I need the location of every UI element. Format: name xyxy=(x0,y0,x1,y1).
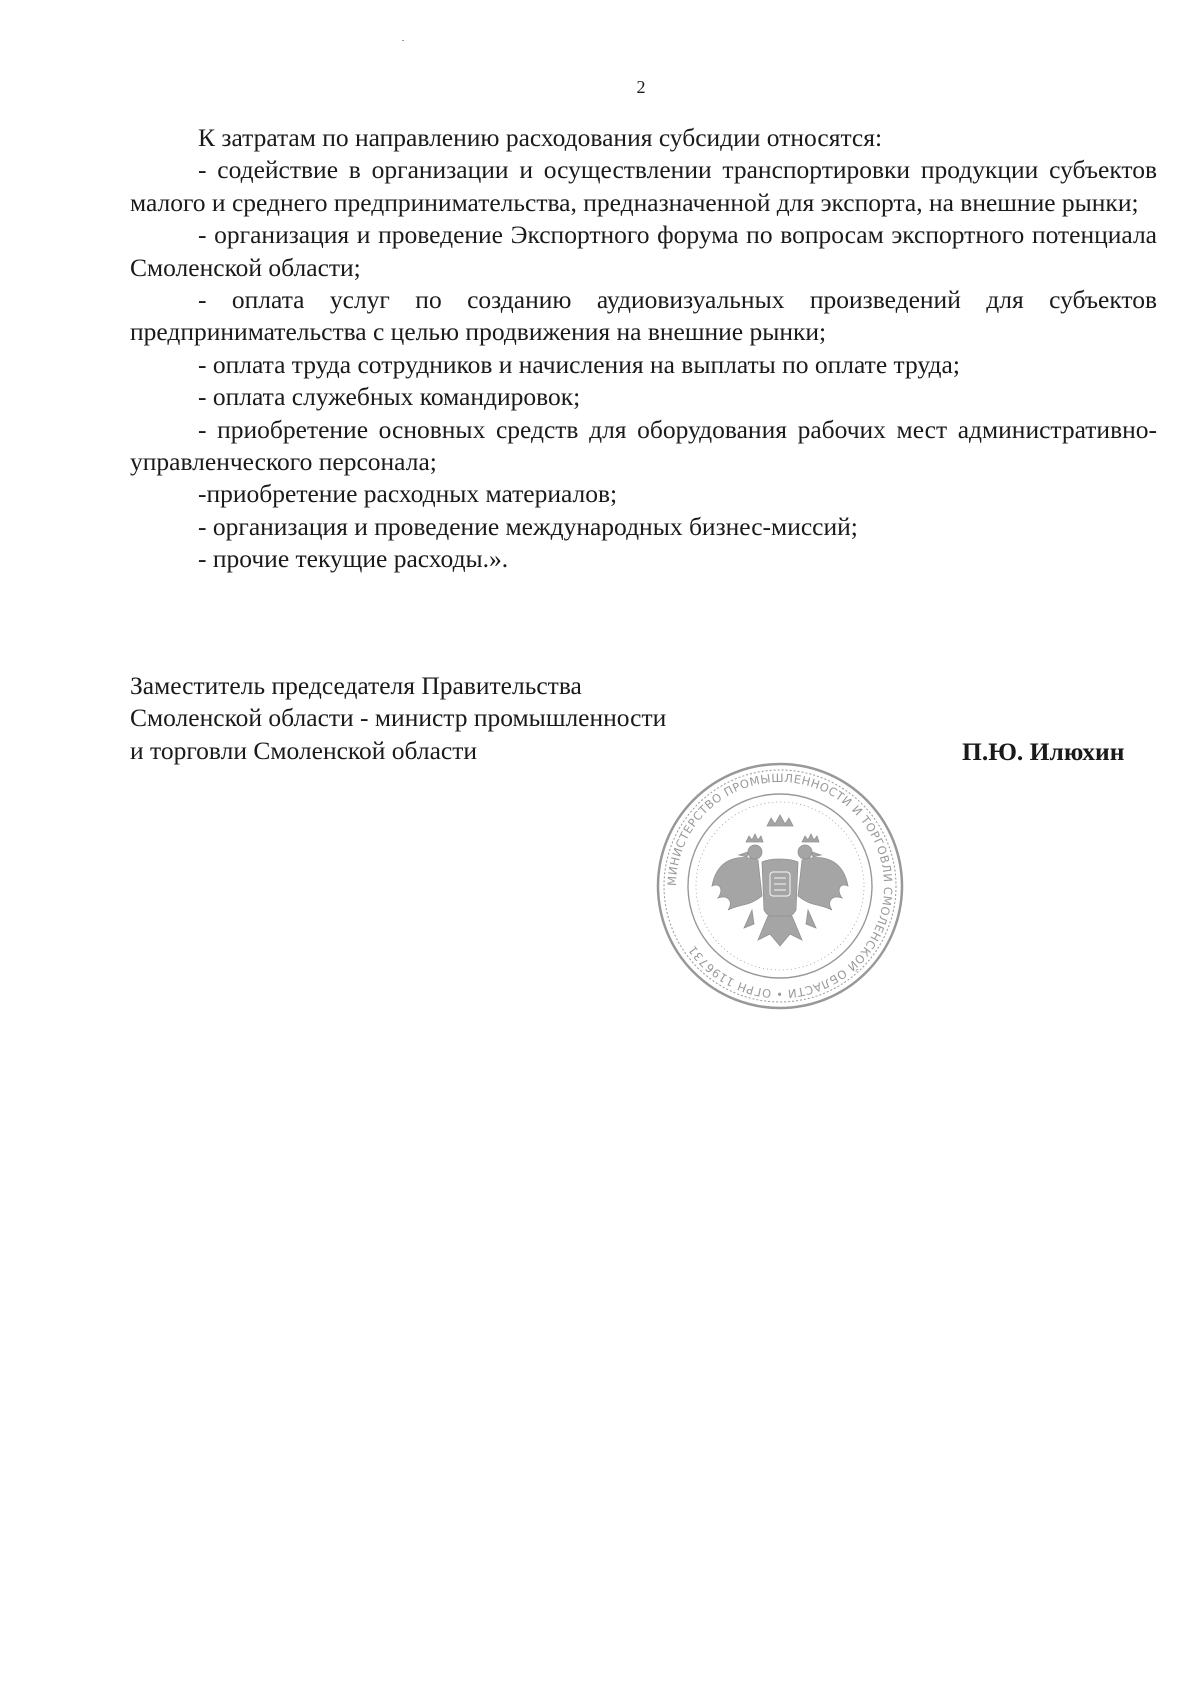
list-item-business-missions: - организация и проведение международных бизнес-миссий; xyxy=(198,511,858,541)
signer-name: П.Ю. Илюхин xyxy=(962,737,1125,766)
signer-position-line: и торговли Смоленской области xyxy=(130,735,478,765)
list-item-audiovisual: - оплата услуг по созданию аудиовизуальных произведений для субъектов предпринимательства с целью продвижения на внешние рынки; xyxy=(130,285,1157,347)
document-body xyxy=(130,122,1157,576)
list-item-business-trips: - оплата служебных командировок; xyxy=(198,382,581,412)
scan-speck xyxy=(402,40,404,41)
official-seal-stamp xyxy=(654,760,906,1012)
seal-outer-text: МИНИСТЕРСТВО ПРОМЫШЛЕННОСТИ И ТОРГОВЛИ СМОЛЕНСКОЙ ОБЛАСТИ • ОГРН 1196731 xyxy=(664,770,896,1002)
list-item-other-expenses: - прочие текущие расходы.». xyxy=(198,544,509,574)
double-headed-eagle-icon xyxy=(712,815,848,946)
page-number: 2 xyxy=(636,77,646,97)
list-item-export-forum: - организация и проведение Экспортного форума по вопросам экспортного потенциала Смоленской области; xyxy=(130,220,1157,282)
signer-position xyxy=(130,670,666,767)
list-item-transport: - содействие в организации и осуществлении транспортировки продукции субъектов малого и среднего предпринимательства, предназначенной для экспорта, на внешние рынки; xyxy=(130,155,1157,217)
list-item-fixed-assets: - приобретение основных средств для оборудования рабочих мест административно-управленческого персонала; xyxy=(130,414,1157,477)
list-item-salary: - оплата труда сотрудников и начисления на выплаты по оплате труда; xyxy=(198,349,960,379)
paragraph-intro: К затратам по направлению расходования субсидии относятся: xyxy=(198,123,883,152)
signer-position-line: Смоленской области - министр промышленности xyxy=(130,703,667,733)
list-item-consumables: -приобретение расходных материалов; xyxy=(198,479,618,509)
signer-position-line: Заместитель председателя Правительства xyxy=(130,671,582,700)
